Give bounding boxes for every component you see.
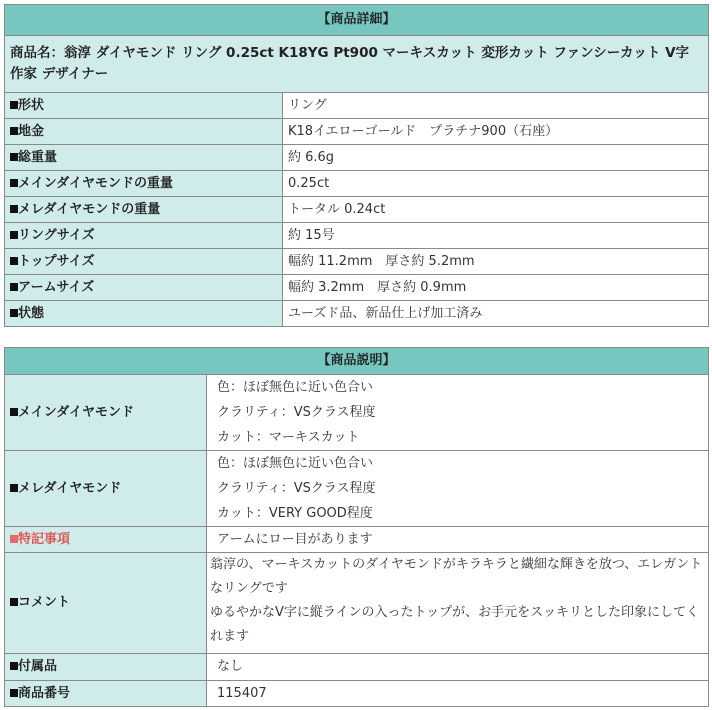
product-number-value: 115407: [207, 681, 709, 707]
row-value: リング: [283, 93, 709, 119]
row-label: リングサイズ: [18, 227, 95, 243]
table-row: [5, 119, 709, 145]
row-label: 商品番号: [18, 685, 71, 701]
bullet-square-icon: [10, 257, 18, 265]
row-label: 総重量: [18, 149, 58, 165]
row-label: 地金: [18, 123, 45, 139]
row-label: 形状: [18, 97, 45, 113]
bullet-square-icon: [10, 408, 18, 416]
bullet-square-icon: [10, 179, 18, 187]
row-label: メインダイヤモンド: [18, 404, 134, 420]
bullet-square-icon: [10, 535, 18, 543]
table-row: [5, 249, 709, 275]
row-value: トータル 0.24ct: [283, 197, 709, 223]
table-row: [5, 145, 709, 171]
bullet-square-icon: [10, 484, 18, 492]
bullet-square-icon: [10, 205, 18, 213]
table-row: [5, 171, 709, 197]
melee-diamond-color: 色：ほぼ無色に近い色合い: [217, 456, 374, 471]
row-label: 特記事項: [18, 531, 71, 547]
row-value: 約 6.6g: [283, 145, 709, 171]
table-row: [5, 93, 709, 119]
product-name: 商品名：翁淳 ダイヤモンド リング 0.25ct K18YG Pt900 マーキスカット 変形カット ファンシーカット V字 作家 デザイナー: [5, 36, 709, 93]
row-label: メレダイヤモンド: [18, 480, 122, 496]
table-row: [5, 451, 709, 527]
table-row: [5, 654, 709, 681]
bullet-square-icon: [10, 101, 18, 109]
row-value: 0.25ct: [283, 171, 709, 197]
row-label: メレダイヤモンドの重量: [18, 201, 161, 217]
melee-diamond-cut: カット：VERY GOOD程度: [217, 506, 373, 521]
row-label: アームサイズ: [18, 279, 95, 295]
bullet-square-icon: [10, 309, 18, 317]
table-row: [5, 301, 709, 327]
table-row: [5, 681, 709, 707]
product-description-table: [4, 347, 709, 707]
bullet-square-icon: [10, 127, 18, 135]
bullet-square-icon: [10, 153, 18, 161]
row-value: K18イエローゴールド プラチナ900（石座）: [283, 119, 709, 145]
table-row: [5, 223, 709, 249]
main-diamond-clarity: クラリティ：VSクラス程度: [217, 405, 376, 420]
bullet-square-icon: [10, 662, 18, 670]
row-value: ユーズド品、新品仕上げ加工済み: [283, 301, 709, 327]
table-row: [5, 527, 709, 553]
main-diamond-cut: カット：マーキスカット: [217, 430, 360, 445]
row-label: メインダイヤモンドの重量: [18, 175, 173, 191]
product-details-table: [4, 4, 709, 327]
row-label: 状態: [18, 305, 45, 321]
bullet-square-icon: [10, 283, 18, 291]
row-value: 幅約 3.2mm 厚さ約 0.9mm: [283, 275, 709, 301]
table-row: [5, 197, 709, 223]
accessories-value: なし: [207, 654, 709, 681]
comment-line: 翁淳の、マーキスカットのダイヤモンドがキラキラと繊細な輝きを放つ、エレガントなリングです: [210, 557, 703, 596]
comment-line: ゆるやかなV字に縦ラインの入ったトップが、お手元をスッキリとした印象にしてくれます: [210, 605, 699, 644]
row-label: トップサイズ: [18, 253, 95, 269]
notes-value: アームにロー目があります: [207, 527, 709, 553]
row-label: 付属品: [18, 659, 58, 674]
table-row: [5, 553, 709, 654]
table-row: [5, 275, 709, 301]
main-diamond-color: 色：ほぼ無色に近い色合い: [217, 380, 374, 395]
row-label: コメント: [18, 595, 71, 610]
details-header: 【商品詳細】: [5, 5, 709, 36]
row-value: 幅約 11.2mm 厚さ約 5.2mm: [283, 249, 709, 275]
description-header: 【商品説明】: [5, 348, 709, 375]
melee-diamond-clarity: クラリティ：VSクラス程度: [217, 481, 376, 496]
bullet-square-icon: [10, 689, 18, 697]
bullet-square-icon: [10, 598, 18, 606]
row-value: 約 15号: [283, 223, 709, 249]
table-row: [5, 375, 709, 451]
bullet-square-icon: [10, 231, 18, 239]
